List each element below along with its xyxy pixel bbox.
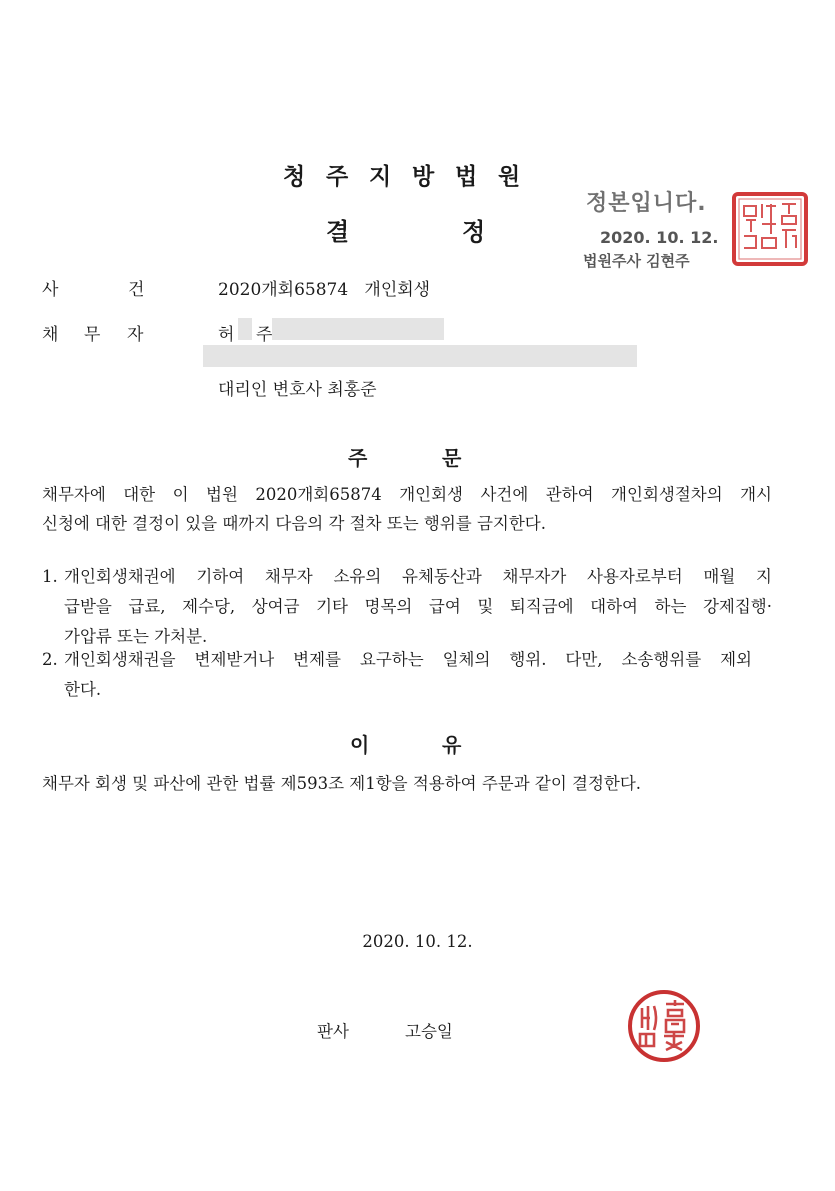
order-item-line: 개인회생채권에 기하여 채무자 소유의 유체동산과 채무자가 사용자로부터 매월 지 — [64, 567, 772, 586]
case-number: 2020개회65874 — [218, 280, 349, 300]
court-name-char: 원 — [498, 163, 521, 190]
order-item-line: 가압류 또는 가처분. — [64, 627, 208, 646]
judge-name: 고승일 — [405, 1022, 453, 1041]
court-name-char: 지 — [369, 163, 392, 190]
court-name-char: 주 — [326, 163, 349, 190]
redaction-block — [238, 318, 252, 340]
order-line: 채무자에 대한 이 법원 2020개회65874 개인회생 사건에 관하여 개인회생절차의 개시 — [42, 485, 772, 504]
reason-text: 채무자 회생 및 파산에 관한 법률 제593조 제1항을 적용하여 주문과 같이 결정한다. — [42, 774, 642, 793]
certification-date: 2020. 10. 12. — [600, 228, 719, 247]
debtor-name-initial: 허 — [218, 325, 235, 345]
decision-date: 2020. 10. 12. — [362, 932, 473, 951]
certification-text: 정본입니다. — [586, 191, 707, 216]
court-name-char: 방 — [412, 163, 435, 190]
document-type-char: 정 — [462, 217, 486, 246]
order-item — [42, 645, 772, 705]
judge-seal-stamp — [624, 986, 704, 1066]
debtor-label-char: 무 — [84, 325, 101, 345]
court-name-char: 법 — [455, 163, 478, 190]
case-label-char: 사 — [42, 280, 59, 300]
order-item — [42, 562, 772, 652]
case-label-char: 건 — [128, 280, 145, 300]
reason-heading-char: 유 — [442, 733, 462, 757]
case-name: 개인회생 — [364, 280, 431, 300]
debtor-label-char: 자 — [127, 325, 144, 345]
redaction-block — [272, 318, 444, 340]
document-type-char: 결 — [326, 217, 350, 246]
case-value — [218, 275, 430, 300]
certification-clerk: 법원주사 김현주 — [583, 252, 690, 270]
order-item-number: 1. — [42, 567, 58, 586]
court-name-char: 청 — [283, 163, 306, 190]
court-seal-stamp — [730, 190, 810, 268]
order-item-line: 개인회생채권을 변제받거나 변제를 요구하는 일체의 행위. 다만, 소송행위를 제외 — [64, 650, 752, 669]
debtor-agent: 대리인 변호사 최홍준 — [218, 380, 377, 400]
debtor-label-char: 채 — [42, 325, 59, 345]
order-item-number: 2. — [42, 650, 58, 669]
judge-title: 판사 — [317, 1022, 349, 1041]
reason-heading-char: 이 — [350, 733, 370, 757]
order-item-line: 급받을 급료, 제수당, 상여금 기타 명목의 급여 및 퇴직금에 대하여 하는 강제집행· — [64, 597, 772, 616]
order-line: 신청에 대한 결정이 있을 때까지 다음의 각 절차 또는 행위를 금지한다. — [42, 514, 546, 533]
order-heading-char: 주 — [348, 446, 368, 470]
order-item-line: 한다. — [64, 680, 102, 699]
order-heading-char: 문 — [442, 446, 462, 470]
debtor-value — [218, 320, 234, 345]
address-prefix: 주 — [256, 325, 273, 345]
redaction-block — [203, 345, 637, 367]
